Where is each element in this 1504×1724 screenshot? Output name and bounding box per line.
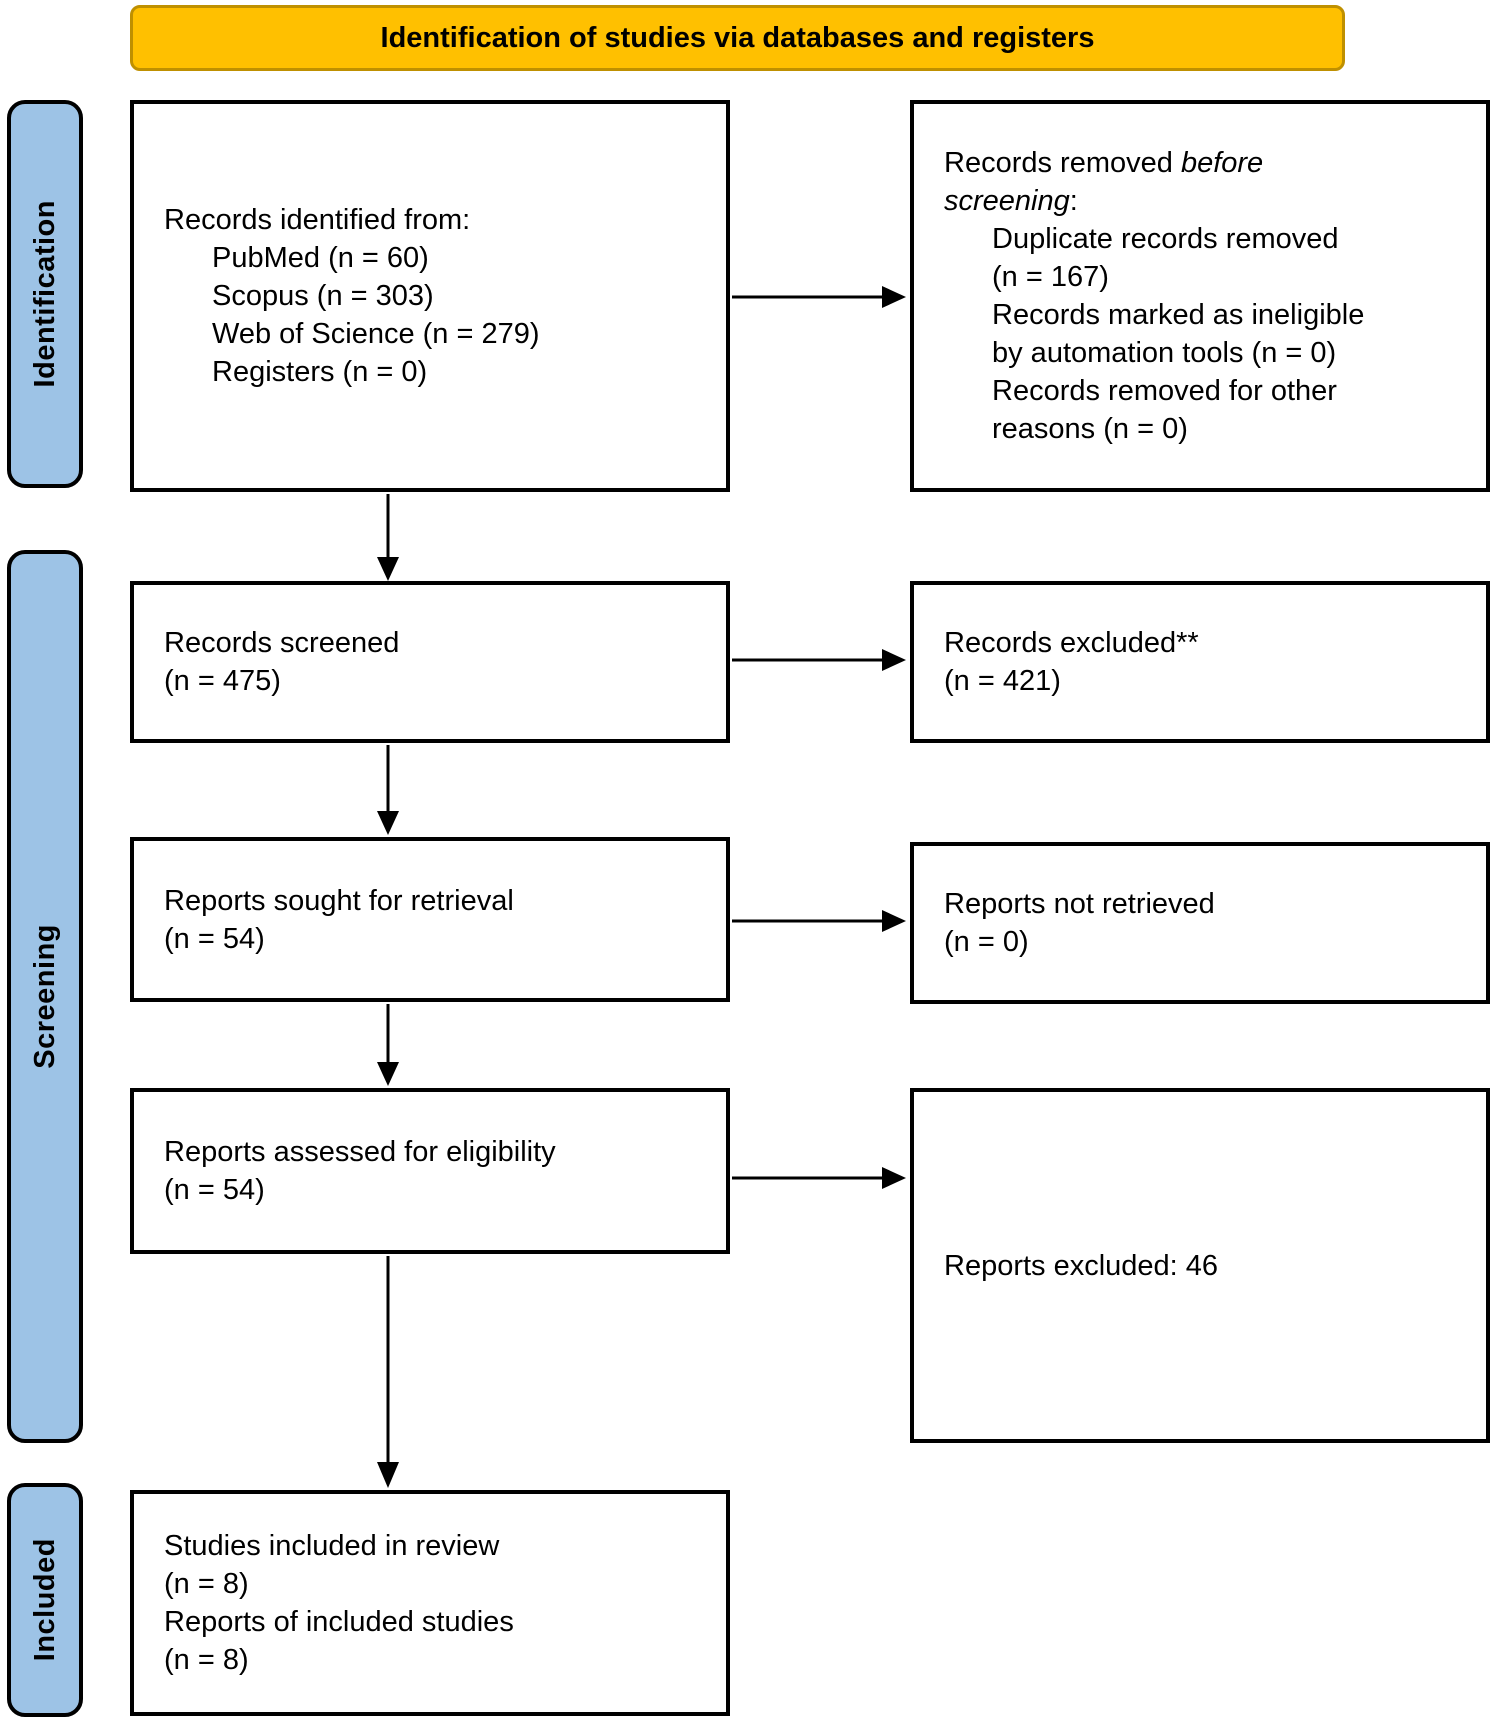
records-removed-box <box>910 100 1490 492</box>
reports-assessed-text <box>134 1133 566 1209</box>
records-identified-title: Records identified from: <box>164 204 471 236</box>
stage-identification <box>7 100 83 488</box>
reports-not-retrieved-text <box>914 885 1225 961</box>
reports-not-retrieved-label: Reports not retrieved <box>944 888 1215 920</box>
reports-excluded-text <box>914 1247 1228 1285</box>
diagram-title: Identification of studies via databases and registers <box>380 21 1095 54</box>
arrow-assessed-to-reports-excluded <box>732 1167 906 1189</box>
arrow-screened-to-excluded <box>732 649 906 671</box>
studies-included-count: (n = 8) <box>164 1568 249 1600</box>
arrow-assessed-to-included <box>377 1256 399 1488</box>
removed-ineligible: Records marked as ineligible <box>992 299 1365 331</box>
arrow-identified-to-removed <box>732 286 906 308</box>
records-identified-text <box>134 201 550 391</box>
reports-included-count: (n = 8) <box>164 1644 249 1676</box>
records-screened-text <box>134 624 409 700</box>
reports-excluded-box <box>910 1088 1490 1443</box>
studies-included-box <box>130 1490 730 1716</box>
records-identified-box <box>130 100 730 492</box>
removed-duplicates-count: (n = 167) <box>992 261 1109 293</box>
stage-included-label: Included <box>28 1538 61 1662</box>
reports-not-retrieved-box <box>910 842 1490 1004</box>
records-removed-italic-screening: screening <box>944 185 1070 217</box>
records-excluded-label: Records excluded** <box>944 627 1199 659</box>
records-removed-title-line1: Records removed before <box>944 147 1264 179</box>
arrow-screened-to-sought <box>377 745 399 835</box>
arrow-sought-to-not-retrieved <box>732 910 906 932</box>
arrow-sought-to-assessed <box>377 1004 399 1086</box>
reports-sought-text <box>134 882 524 958</box>
removed-other-count: reasons (n = 0) <box>992 413 1188 445</box>
reports-assessed-count: (n = 54) <box>164 1174 265 1206</box>
reports-assessed-box <box>130 1088 730 1254</box>
reports-included-label: Reports of included studies <box>164 1606 514 1638</box>
reports-assessed-label: Reports assessed for eligibility <box>164 1136 556 1168</box>
reports-sought-count: (n = 54) <box>164 922 265 955</box>
records-excluded-count: (n = 421) <box>944 665 1061 697</box>
diagram-title-banner <box>130 5 1345 71</box>
records-screened-box <box>130 581 730 743</box>
stage-included <box>7 1483 83 1717</box>
stage-screening-label: Screening <box>28 924 61 1069</box>
records-excluded-text <box>914 624 1209 700</box>
reports-sought-label: Reports sought for retrieval <box>164 884 514 917</box>
records-screened-count: (n = 475) <box>164 665 281 697</box>
records-removed-italic-before: before <box>1180 147 1264 179</box>
removed-ineligible-count: by automation tools (n = 0) <box>992 337 1337 369</box>
stage-identification-label: Identification <box>28 200 61 388</box>
removed-duplicates: Duplicate records removed <box>992 223 1339 255</box>
arrow-identified-to-screened <box>377 494 399 581</box>
source-scopus: Scopus (n = 303) <box>212 280 434 312</box>
reports-not-retrieved-count: (n = 0) <box>944 926 1029 958</box>
source-pubmed: PubMed (n = 60) <box>212 242 429 274</box>
records-screened-label: Records screened <box>164 627 400 659</box>
stage-screening <box>7 550 83 1443</box>
records-excluded-box <box>910 581 1490 743</box>
studies-included-label: Studies included in review <box>164 1530 500 1562</box>
removed-other: Records removed for other <box>992 375 1337 407</box>
reports-excluded-label: Reports excluded: 46 <box>944 1249 1219 1282</box>
records-removed-title-line2: screening: <box>944 185 1078 217</box>
records-removed-text <box>914 144 1374 448</box>
source-web-of-science: Web of Science (n = 279) <box>212 318 540 350</box>
source-registers: Registers (n = 0) <box>212 356 428 388</box>
studies-included-text <box>134 1527 524 1679</box>
reports-sought-box <box>130 837 730 1002</box>
